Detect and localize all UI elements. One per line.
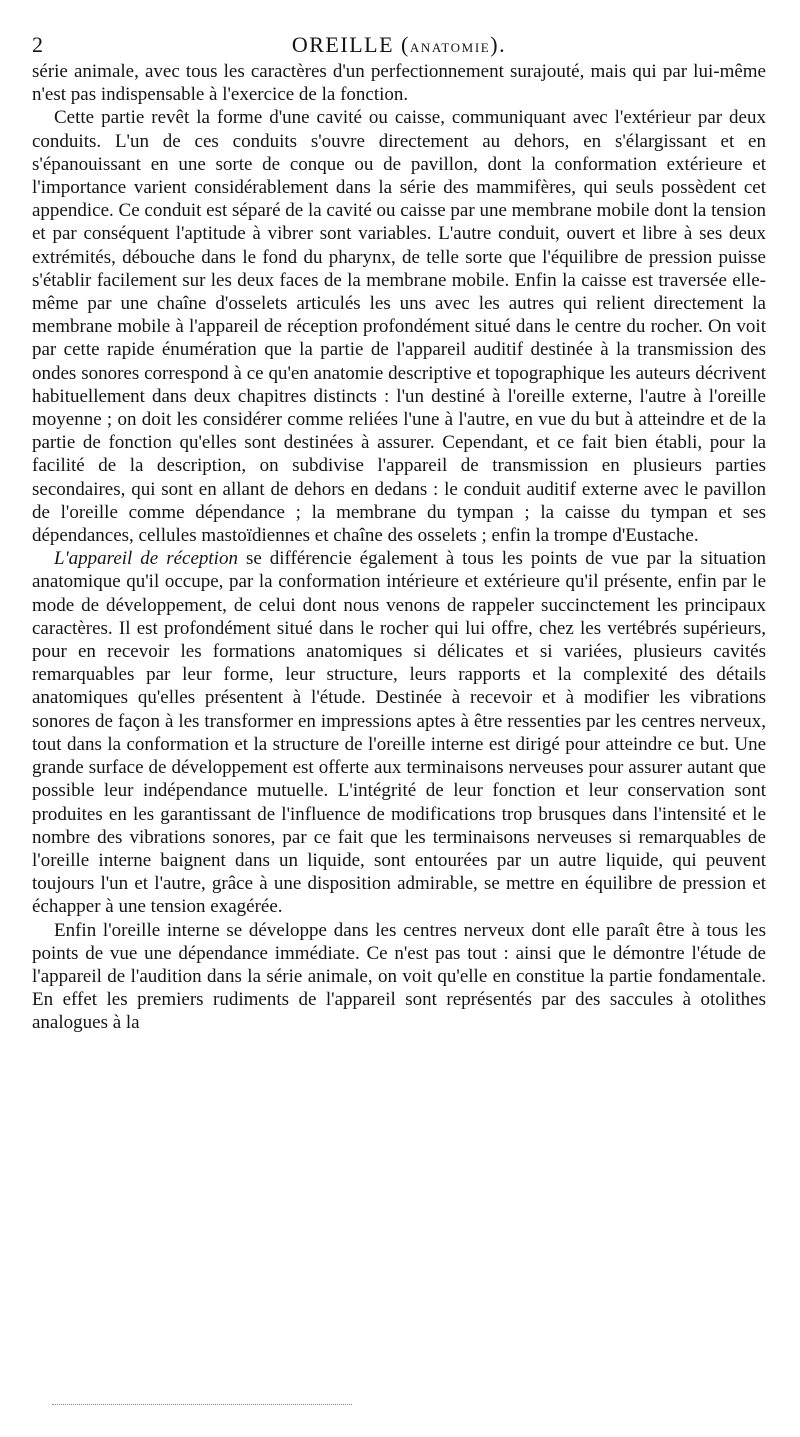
paragraph-continued: série animale, avec tous les caractères d'un perfectionnement surajouté, mais qui par lui-même n'est pas indispensable à l'exercice de la fonction. (32, 61, 766, 106)
footer-rule (52, 1404, 352, 1407)
page-number: 2 (32, 32, 43, 57)
paragraph-transmission: Cette partie revêt la forme d'une cavité ou caisse, communiquant avec l'extérieur par deux conduits. L'un de ces conduits s'ouvre directement au dehors, en s'élargissant et en s'épanouissant en une sorte de conque ou de pavillon, dont la conformation extérieure et l'importance varient considérablement dans la série des mammifères, qui seuls possèdent cet appendice. Ce conduit est séparé de la cavité ou caisse par une membrane mobile dont la tension et par conséquent l'aptitude à vibrer sont variables. L'autre conduit, ouvert et libre à ses deux extrémités, débouche dans le fond du pharynx, de telle sorte que l'équilibre de pression puisse s'établir facilement sur les deux faces de la membrane mobile. Enfin la caisse est traversée elle-même par une chaîne d'osselets articulés les uns avec les autres qui relient directement la membrane mobile à l'appareil de réception profondément situé dans le centre du rocher. On voit par cette rapide énumération que la partie de l'appareil auditif destinée à la transmission des ondes sonores correspond à ce qu'en anatomie descriptive et topographique les auteurs décrivent habituellement dans deux chapitres distincts : l'un destiné à l'oreille externe, l'autre à l'oreille moyenne ; on doit les considérer comme reliées l'une à l'autre, en vue du but à atteindre et de la partie de fonction qu'elles sont destinées à assurer. Cependant, et ce fait bien établi, pour la facilité de la description, on subdivise l'appareil de transmission en plusieurs parties secondaires, qui sont en allant de dehors en dedans : le conduit auditif externe avec le pavillon de l'oreille comme dépendance ; la membrane du tympan ; la caisse du tympan et ses dépendances, cellules mastoïdiennes et chaîne des osselets ; enfin la trompe d'Eustache. (32, 107, 766, 547)
running-title-subject: ANATOMIE (409, 40, 491, 55)
body-text (32, 60, 766, 1035)
paragraph-reception (32, 547, 766, 918)
paragraph-inner-ear: Enfin l'oreille interne se développe dans les centres nerveux dont elle paraît être à tous les points de vue une dépendance immédiate. Ce n'est pas tout : ainsi que le démontre l'étude de l'appareil de l'audition dans la série animale, on voit qu'elle en constitue la partie fondamentale. En effet les premiers rudiments de l'appareil sont représentés par des saccules à otolithes analogues à la (32, 919, 766, 1034)
paragraph-reception-text: se différencie également à tous les points de vue par la situation anatomique qu'il occupe, par la conformation intérieure et extérieure qu'il présente, enfin par le mode de développement, de celui dont nous venons de rappeler succinctement les principaux caractères. Il est profondément situé dans le rocher qui lui offre, chez les vertébrés supérieurs, pour en recevoir les formations anatomiques si délicates et si variées, plusieurs cavités remarquables par leur forme, leur structure, leurs rapports et la complexité des détails anatomiques qu'elles présentent à l'étude. Destinée à recevoir et à modifier les vibrations sonores de façon à les transformer en impressions aptes à être ressenties par les centres nerveux, tout dans la conformation et la structure de l'oreille interne est dirigé pour atteindre ce but. Une grande surface de développement est offerte aux terminaisons nerveuses pour assurer autant que possible leur indépendance mutuelle. L'intégrité de leur fonction et leur conservation sont produites en les garantissant de l'influence de modifications trop brusques dans l'intensité et le nombre des vibrations sonores, par ce fait que les terminaisons nerveuses si remarquables de l'oreille interne baignent dans un liquide, sont entourées par un autre liquide, qui peuvent toujours l'un et l'autre, grâce à une disposition admirable, se mettre en équilibre de pression et échapper à une tension exagérée. (32, 548, 766, 918)
book-page (32, 30, 766, 1035)
page-header (32, 30, 766, 60)
italic-term: L'appareil de réception (54, 548, 238, 570)
running-title-main: OREILLE ( (291, 32, 410, 57)
running-title-close: ). (490, 32, 507, 57)
running-title (32, 30, 766, 63)
